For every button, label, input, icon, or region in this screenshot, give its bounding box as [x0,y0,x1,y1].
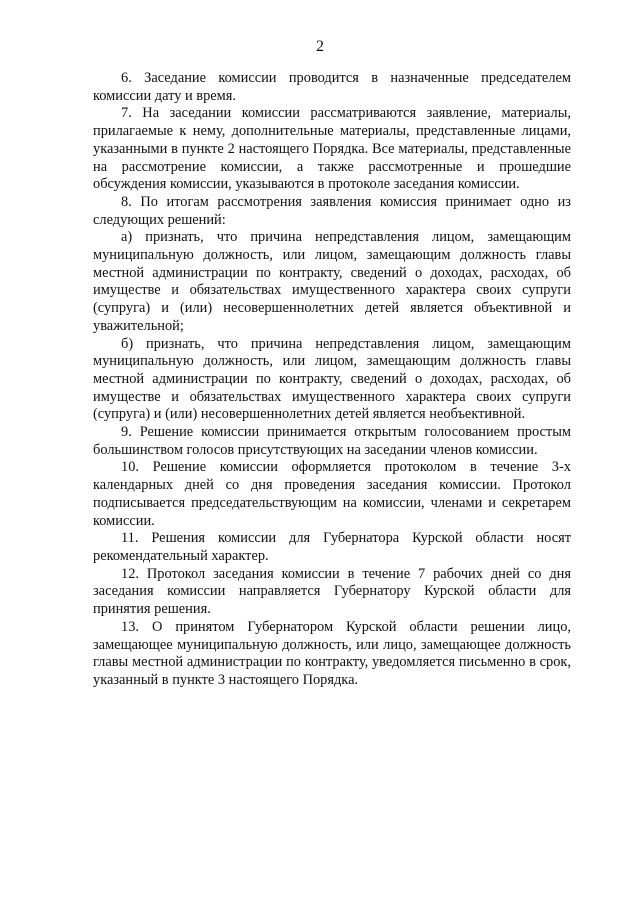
paragraph-7: 7. На заседании комиссии рассматриваются заявление, материалы, прилагаемые к нему, дополнительные материалы, представленные лицами, указанными в пункте 2 настоящего Порядка. Все материалы, представленные на рассмотрение комиссии, а также рассмотренные и прошедшие обсуждения комиссии, указываются в протоколе заседания комиссии. [93,105,571,193]
paragraph-8b: б) признать, что причина непредставления лицом, замещающим муниципальную должность, или лицом, замещающим должность главы местной администрации по контракту, сведений о доходах, расходах, об имуществе и обязательствах имущественного характера своих супруги (супруга) и (или) несовершеннолетних детей является необъективной. [93,335,571,423]
page-number: 2 [316,38,324,55]
paragraph-11: 11. Решения комиссии для Губернатора Курской области носят рекомендательный характер. [93,530,571,564]
paragraph-13: 13. О принятом Губернатором Курской области решении лицо, замещающее муниципальную должность, или лицо, замещающее должность главы местной администрации по контракту, уведомляется письменно в срок, указанный в пункте 3 настоящего Порядка. [93,618,571,688]
paragraph-12: 12. Протокол заседания комиссии в течение 7 рабочих дней со дня заседания комиссии направляется Губернатору Курской области для принятия решения. [93,565,571,618]
paragraph-8: 8. По итогам рассмотрения заявления комиссия принимает одно из следующих решений: [93,193,571,228]
paragraph-6: 6. Заседание комиссии проводится в назначенные председателем комиссии дату и время. [93,70,571,104]
document-body [93,70,571,690]
paragraph-8a: а) признать, что причина непредставления лицом, замещающим муниципальную должность, или лицом, замещающим должность главы местной администрации по контракту, сведений о доходах, расходах, об имуществе и обязательствах имущественного характера своих супруги (супруга) и (или) несовершеннолетних детей является объективной и уважительной; [93,229,571,334]
paragraph-10: 10. Решение комиссии оформляется протоколом в течение 3-х календарных дней со дня проведения заседания комиссии. Протокол подписывается председательствующим на комиссии, членами и секретарем комиссии. [93,459,571,529]
paragraph-9: 9. Решение комиссии принимается открытым голосованием простым большинством голосов присутствующих на заседании членов комиссии. [93,424,571,458]
